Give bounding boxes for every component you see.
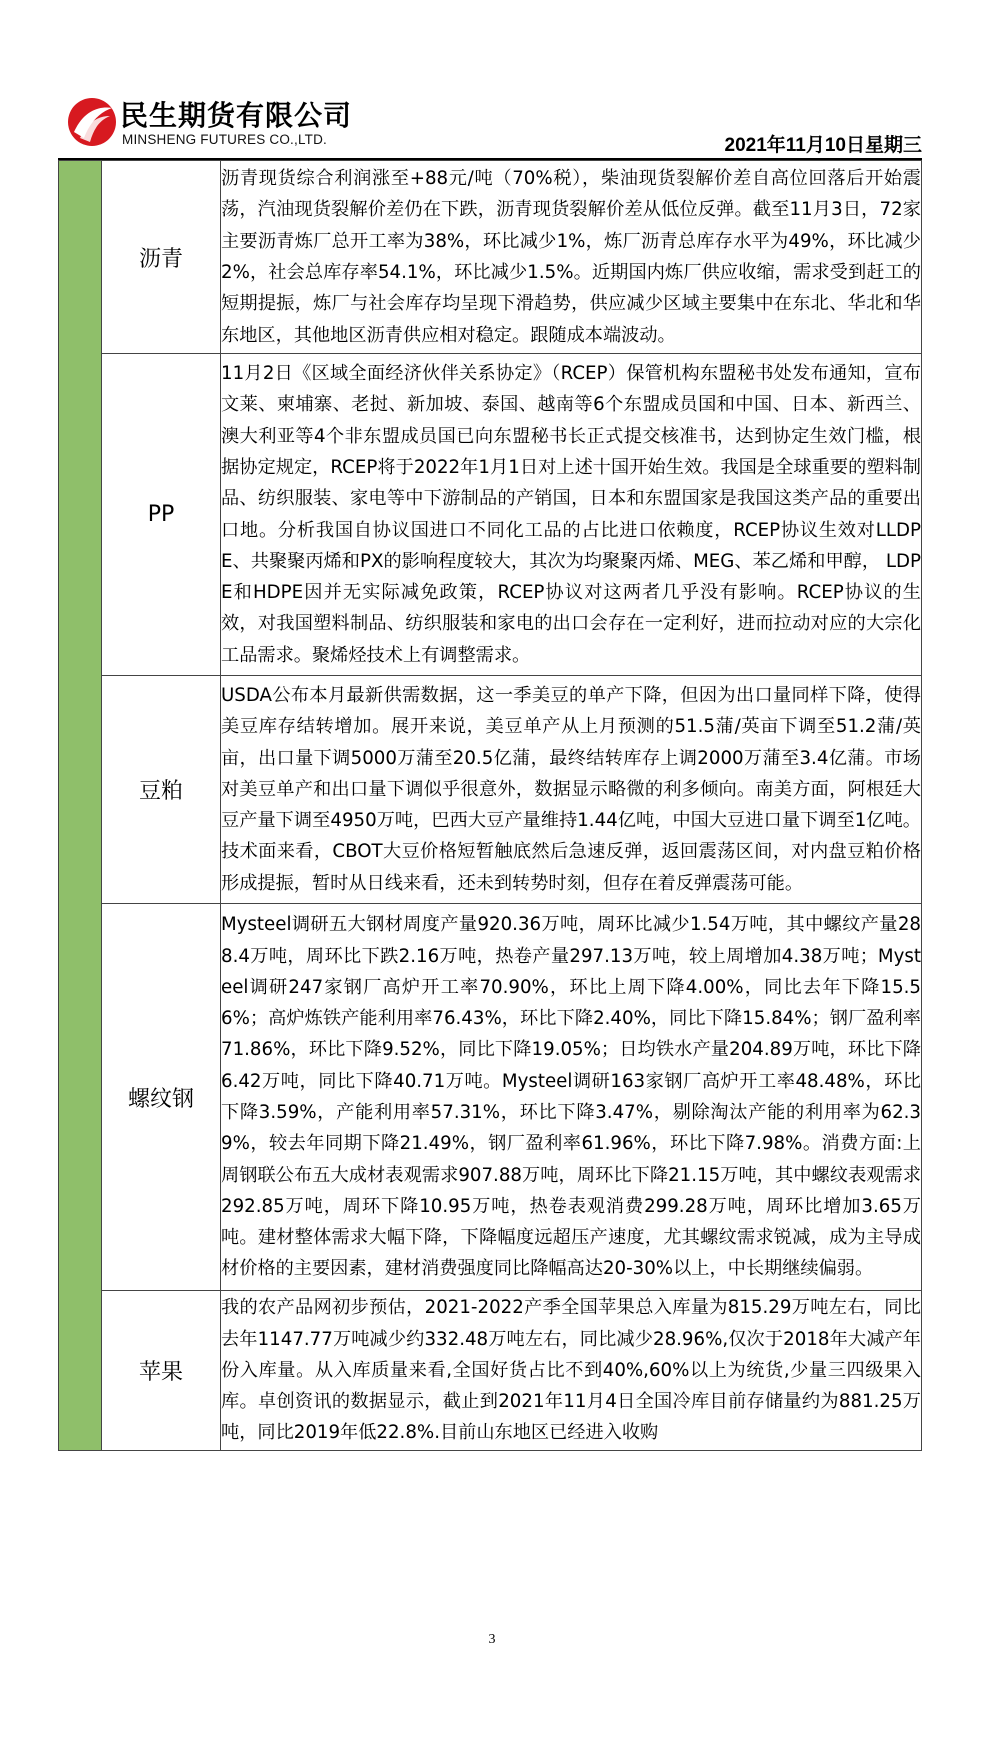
commodity-name: 豆粕 <box>102 676 221 904</box>
table-row <box>59 1291 922 1451</box>
commodity-analysis: USDA公布本月最新供需数据，这一季美豆的单产下降，但因为出口量同样下降，使得美豆库存结转增加。展开来说，美豆单产从上月预测的51.5蒲/英亩下调至51.2蒲/英亩，出口量下调5000万蒲至20.5亿蒲，最终结转库存上调2000万蒲至3.4亿蒲。市场对美豆单产和出口量下调似乎很意外，数据显示略微的利多倾向。南美方面，阿根廷大豆产量下调至4950万吨，巴西大豆产量维持1.44亿吨，中国大豆进口量下调至1亿吨。技术面来看，CBOT大豆价格短暂触底然后急速反弹，返回震荡区间，对内盘豆粕价格形成提振，暂时从日线来看，还未到转势时刻，但存在着反弹震荡可能。 <box>221 676 922 904</box>
minsheng-logo-icon <box>66 96 118 148</box>
table-row <box>59 676 922 904</box>
company-logo <box>66 90 366 154</box>
table-row <box>59 354 922 676</box>
table-row <box>59 161 922 354</box>
commodity-name: 螺纹钢 <box>102 904 221 1291</box>
company-name-en: MINSHENG FUTURES CO.,LTD. <box>122 132 328 147</box>
commodity-name: PP <box>102 354 221 676</box>
category-sidebar <box>59 161 102 1451</box>
commodity-table <box>58 160 922 1451</box>
commodity-name: 沥青 <box>102 161 221 354</box>
company-name-cn: 民生期货有限公司 <box>120 99 353 132</box>
table-row <box>59 904 922 1291</box>
commodity-analysis: 沥青现货综合利润涨至+88元/吨（70%税），柴油现货裂解价差自高位回落后开始震荡，汽油现货裂解价差仍在下跌，沥青现货裂解价差从低位反弹。截至11月3日，72家主要沥青炼厂总开工率为38%，环比减少1%，炼厂沥青总库存水平为49%，环比减少2%，社会总库存率54.1%，环比减少1.5%。近期国内炼厂供应收缩，需求受到赶工的短期提振，炼厂与社会库存均呈现下滑趋势，供应减少区域主要集中在东北、华北和华东地区，其他地区沥青供应相对稳定。跟随成本端波动。 <box>221 161 922 354</box>
page-number: 3 <box>488 1632 496 1647</box>
report-date: 2021年11月10日星期三 <box>724 135 922 156</box>
commodity-analysis: 11月2日《区域全面经济伙伴关系协定》（RCEP）保管机构东盟秘书处发布通知，宣布文莱、柬埔寨、老挝、新加坡、泰国、越南等6个东盟成员国和中国、日本、新西兰、澳大利亚等4个非东盟成员国已向东盟秘书长正式提交核准书，达到协定生效门槛，根据协定规定，RCEP将于2022年1月1日对上述十国开始生效。我国是全球重要的塑料制品、纺织服装、家电等中下游制品的产销国，日本和东盟国家是我国这类产品的重要出口地。分析我国自协议国进口不同化工品的占比进口依赖度，RCEP协议生效对LLDPE、共聚聚丙烯和PX的影响程度较大，其次为均聚聚丙烯、MEG、苯乙烯和甲醇， LDPE和HDPE因并无实际减免政策，RCEP协议对这两者几乎没有影响。RCEP协议的生效，对我国塑料制品、纺织服装和家电的出口会存在一定利好，进而拉动对应的大宗化工品需求。聚烯烃技术上有调整需求。 <box>221 354 922 676</box>
commodity-analysis: Mysteel调研五大钢材周度产量920.36万吨，周环比减少1.54万吨，其中螺纹产量288.4万吨，周环比下跌2.16万吨，热卷产量297.13万吨，较上周增加4.38万吨；Mysteel调研247家钢厂高炉开工率70.90%，环比上周下降4.00%，同比去年下降15.56%；高炉炼铁产能利用率76.43%，环比下降2.40%，同比下降15.84%；钢厂盈利率71.86%，环比下降9.52%，同比下降19.05%；日均铁水产量204.89万吨，环比下降6.42万吨，同比下降40.71万吨。Mysteel调研163家钢厂高炉开工率48.48%，环比下降3.59%，产能利用率57.31%，环比下降3.47%，剔除淘汰产能的利用率为62.39%，较去年同期下降21.49%，钢厂盈利率61.96%，环比下降7.98%。消费方面:上周钢联公布五大成材表观需求907.88万吨，周环比下降21.15万吨，其中螺纹表观需求292.85万吨，周环下降10.95万吨，热卷表观消费299.28万吨，周环比增加3.65万吨。建材整体需求大幅下降，下降幅度远超压产速度，尤其螺纹需求锐减，成为主导成材价格的主要因素，建材消费强度同比降幅高达20-30%以上，中长期继续偏弱。 <box>221 904 922 1291</box>
commodity-analysis: 我的农产品网初步预估，2021-2022产季全国苹果总入库量为815.29万吨左右，同比去年1147.77万吨减少约332.48万吨左右，同比减少28.96%,仅次于2018年大减产年份入库量。从入库质量来看,全国好货占比不到40%,60%以上为统货,少量三四级果入库。卓创资讯的数据显示，截止到2021年11月4日全国冷库目前存储量约为881.25万吨，同比2019年低22.8%.目前山东地区已经进入收购 <box>221 1291 922 1451</box>
commodity-name: 苹果 <box>102 1291 221 1451</box>
